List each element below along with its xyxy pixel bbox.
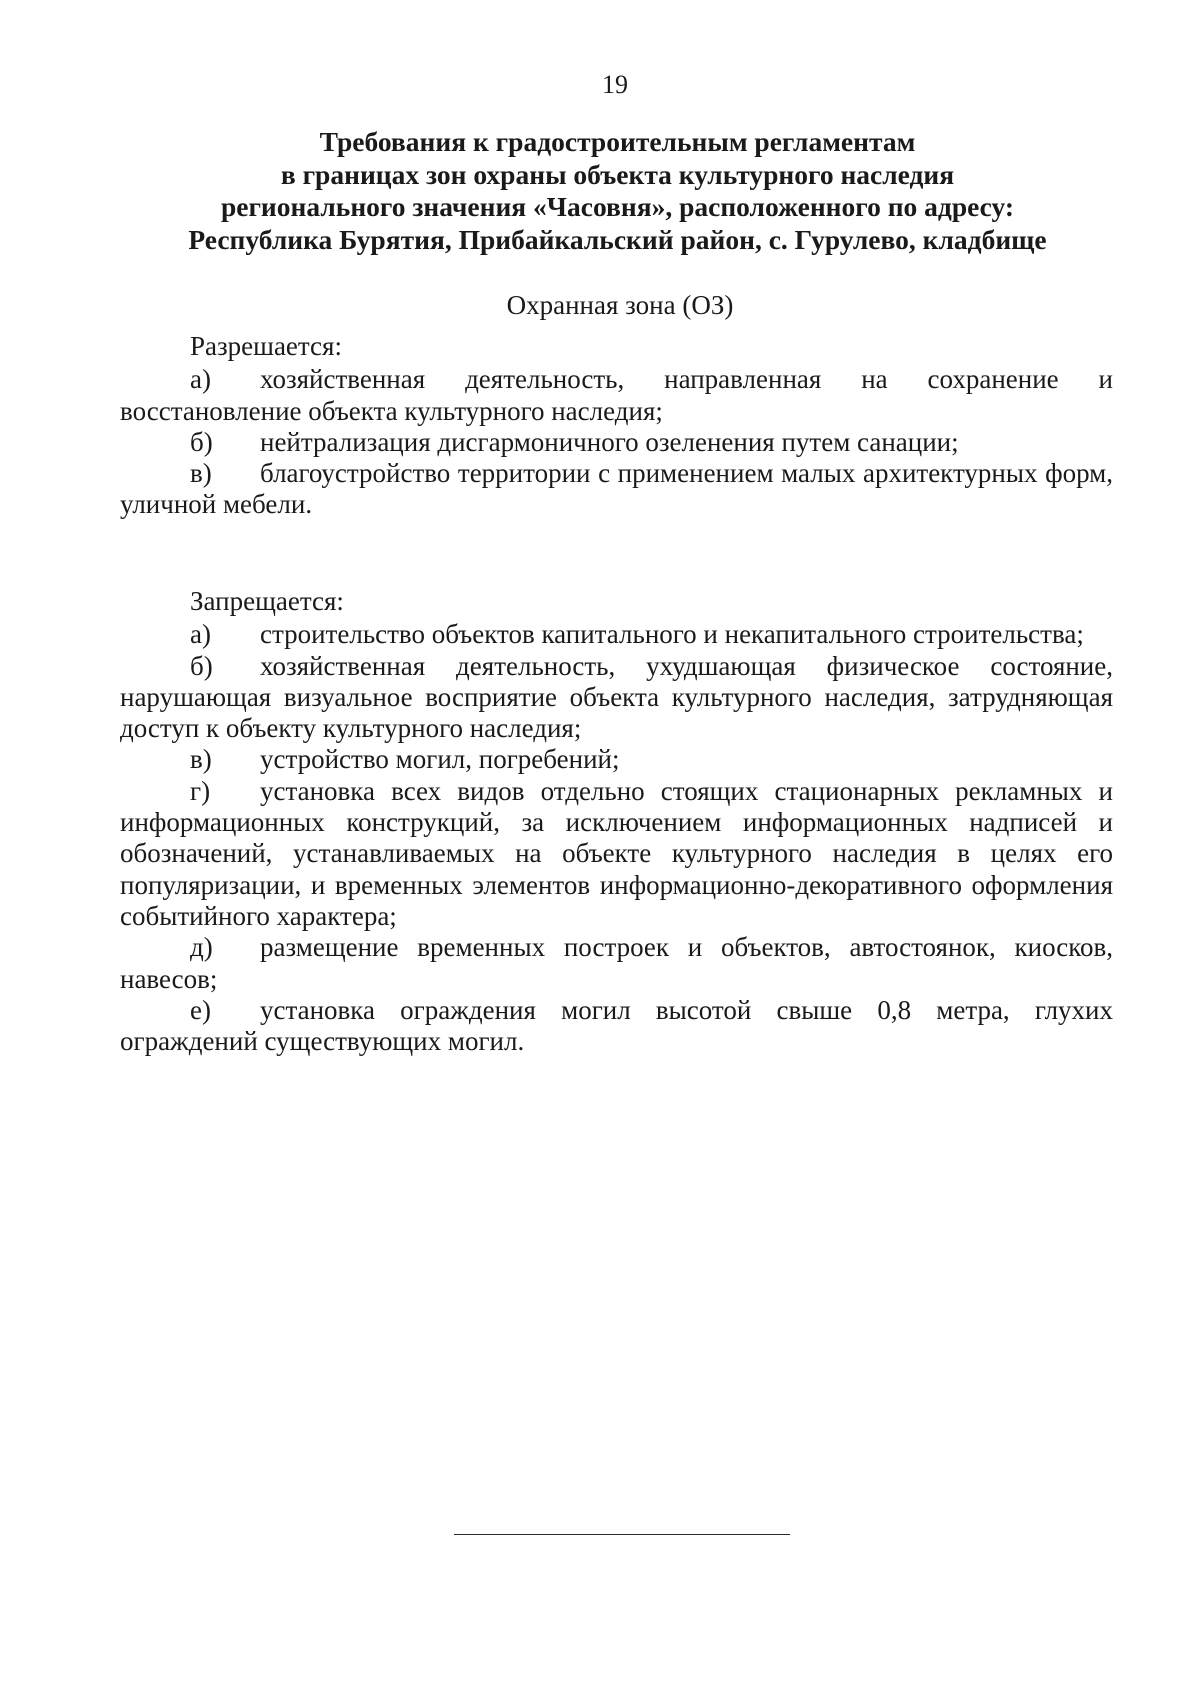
list-item-text: строительство объектов капитального и некапитального строительства; <box>260 619 1084 650</box>
list-item-text: устройство могил, погребений; <box>260 744 620 775</box>
list-marker: г) <box>190 775 211 806</box>
list-marker: б) <box>190 650 213 681</box>
list-item-text: установка всех видов отдельно стоящих стационарных рекламных и информационных конструкций, за исключением информационных надписей и обозначений, устанавливаемых на объекте культурного наследия в целях его популяризации, и временных элементов информационно-декоративного оформления событийного характера; <box>120 775 1113 931</box>
list-marker: в) <box>190 458 212 489</box>
list-item-text: хозяйственная деятельность, направленная на сохранение и восстановление объекта культурного наследия; <box>120 364 1113 426</box>
list-item-text: установка ограждения могил высотой свыше 0,8 метра, глухих ограждений существующих могил. <box>120 994 1113 1057</box>
list-item-text: хозяйственная деятельность, ухудшающая физическое состояние, нарушающая визуальное восприятие объекта культурного наследия, затрудняющая доступ к объекту культурного наследия; <box>120 650 1113 744</box>
list-marker: а) <box>190 619 211 650</box>
list-item <box>120 995 1113 1058</box>
list-item-text: размещение временных построек и объектов, автостоянок, киосков, навесов; <box>120 932 1113 994</box>
title-line: Требования к градостроительным регламентам <box>319 126 916 157</box>
list-item <box>120 364 1113 427</box>
footer-separator-line <box>454 1534 790 1535</box>
list-item <box>120 427 1113 458</box>
list-marker: в) <box>190 744 212 775</box>
zone-title: Охранная зона (ОЗ) <box>506 290 734 320</box>
prohibited-heading: Запрещается: <box>190 586 344 616</box>
title-line: регионального значения «Часовня», расположенного по адресу: <box>220 191 1015 222</box>
permitted-heading: Разрешается: <box>190 331 342 361</box>
list-marker: д) <box>190 932 213 963</box>
title-line: в границах зон охраны объекта культурного наследия <box>280 158 955 190</box>
list-item-text: нейтрализация дисгармоничного озеленения путем санации; <box>260 426 959 457</box>
permitted-section <box>120 331 1113 521</box>
list-marker: е) <box>190 994 211 1025</box>
list-item <box>120 458 1113 521</box>
list-item <box>120 651 1113 745</box>
list-marker: а) <box>190 364 211 395</box>
list-item <box>120 776 1113 932</box>
list-marker: б) <box>190 426 213 457</box>
list-item-text: благоустройство территории с применением малых архитектурных форм, уличной мебели. <box>120 458 1113 520</box>
list-item <box>120 619 1113 650</box>
page-number: 19 <box>602 70 628 99</box>
prohibited-section <box>120 586 1113 1057</box>
document-title <box>120 126 1115 256</box>
title-line: Республика Бурятия, Прибайкальский район, с. Гурулево, кладбище <box>188 223 1047 255</box>
list-item <box>120 932 1113 995</box>
list-item <box>120 744 1113 775</box>
